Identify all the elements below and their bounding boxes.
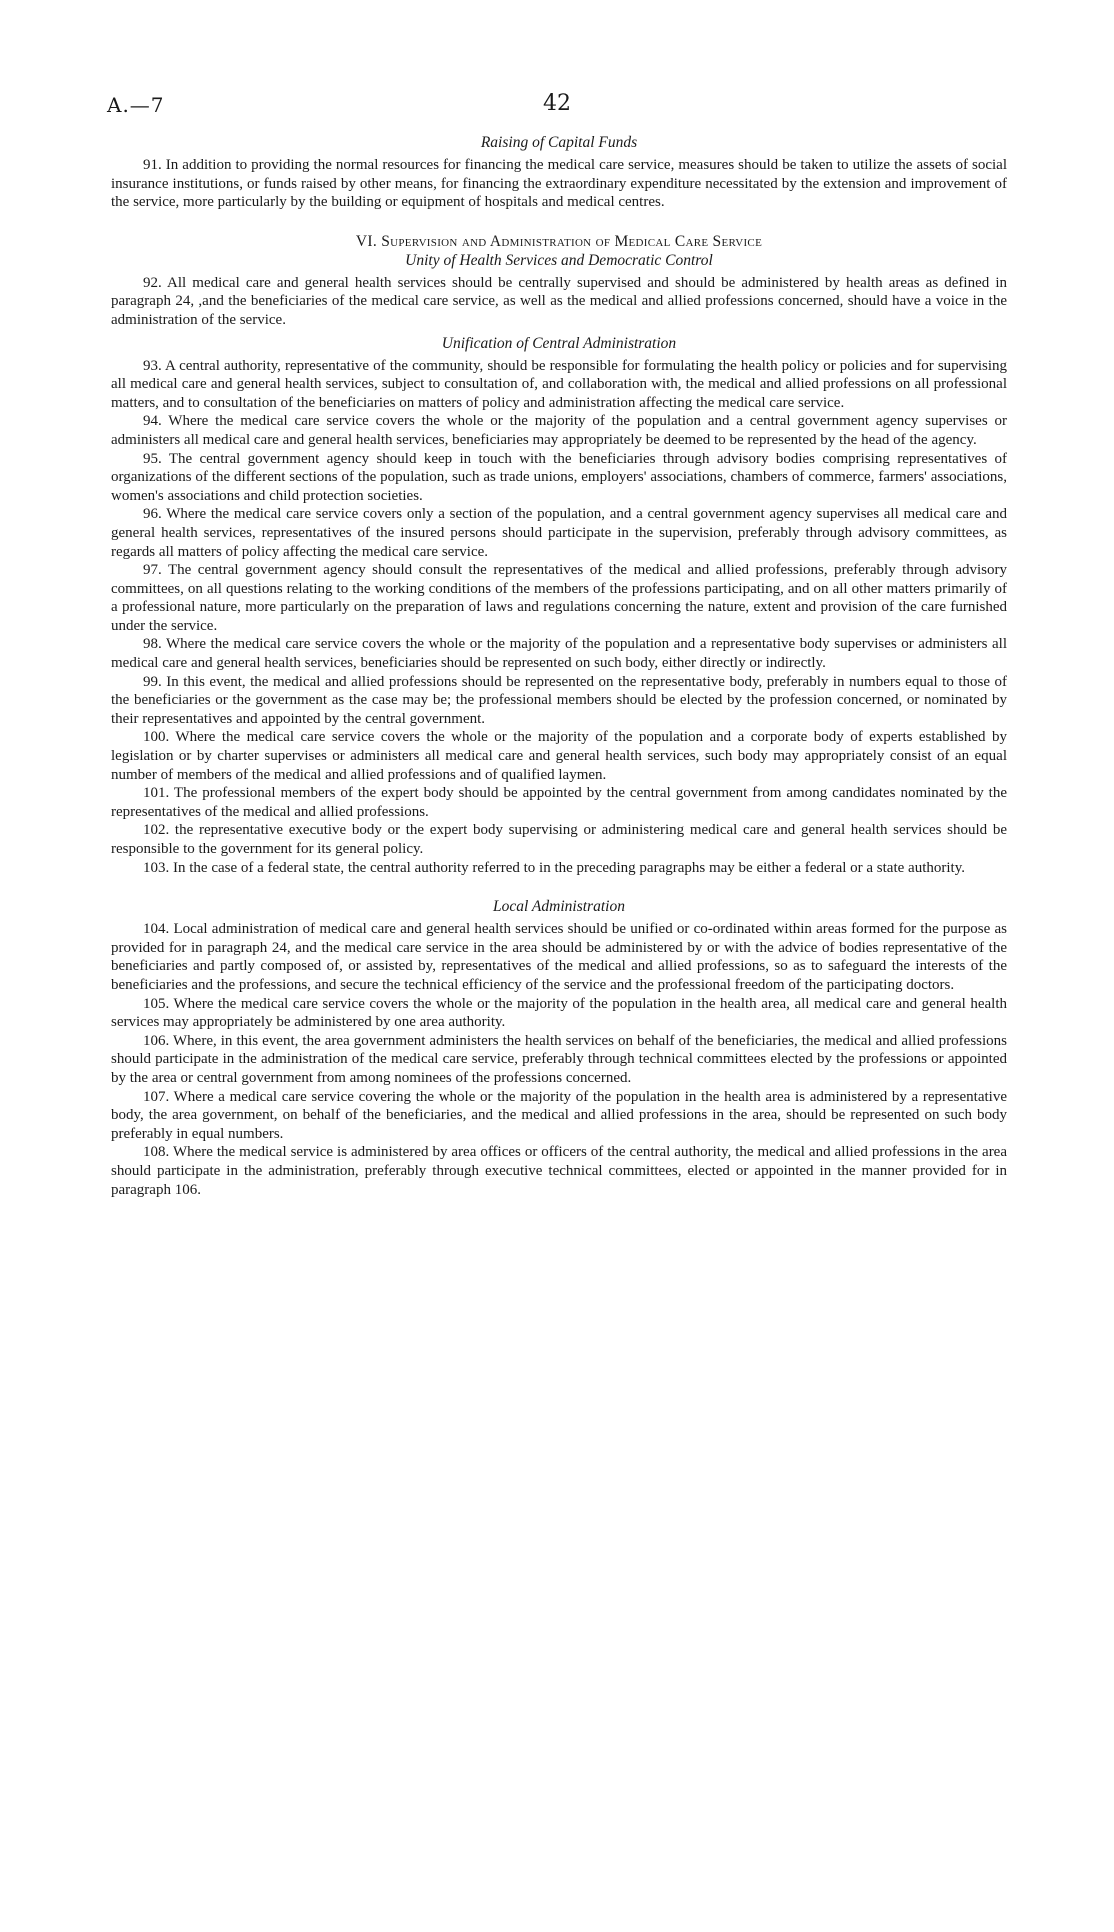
section-heading-unity: Unity of Health Services and Democratic Control — [405, 251, 713, 269]
paragraph-100: 100. Where the medical care service covers the whole or the majority of the population and a corporate body of experts established by legislation or by charter supervises or administers all medical care and general health services, such body may appropriately consist of an equal number of members of the medical and allied professions and of qualified laymen. — [111, 729, 1007, 783]
paragraph-107: 107. Where a medical care service covering the whole or the majority of the population in the health area is administered by a representative body, the area government, on behalf of the beneficiaries, and the medical and allied professions in the area, should be represented on such body preferably in equal numbers. — [111, 1088, 1007, 1142]
paragraph-104: 104. Local administration of medical care and general health services should be unified or co-ordinated within areas formed for the purpose as provided for in paragraph 24, and the medical care service in the area should be administered by or with the advice of bodies representative of the beneficiaries and partly composed of, or assisted by, representatives of the medical and allied professions, so as to safeguard the interests of the beneficiaries and the professions, and secure the technical efficiency of the service and the professional freedom of the participating doctors. — [111, 921, 1007, 993]
paragraph-106: 106. Where, in this event, the area government administers the health services on behalf of the beneficiaries, the medical and allied professions should participate in the administration of the medical care service, preferably through technical committees elected by the professions or appointed by the area or central government from among nominees of the professions concerned. — [111, 1032, 1007, 1086]
section-heading-central-admin: Unification of Central Administration — [441, 334, 677, 352]
section-heading-local-admin: Local Administration — [493, 898, 625, 916]
paragraph-98: 98. Where the medical care service covers the whole or the majority of the population and a representative body supervises or administers all medical care and general health services, beneficiaries should be represented on such body, either directly or indirectly. — [111, 636, 1007, 672]
paragraph-99: 99. In this event, the medical and allied professions should be represented on the representative body, preferably in numbers equal to those of the beneficiaries or the government as the case may be; the professional members should be elected by the profession concerned, or nominated by their representatives and appointed by the central government. — [111, 673, 1007, 727]
paragraph-108: 108. Where the medical service is administered by area offices or officers of the central authority, the medical and allied professions in the area should participate in the administration, preferably through executive technical committees, elected or appointed in the manner provided for in paragraph 106. — [111, 1144, 1007, 1198]
page-number: 42 — [543, 91, 571, 116]
paragraph-95: 95. The central government agency should keep in touch with the beneficiaries through advisory bodies comprising representatives of organizations of the different sections of the population, such as trade unions, employers' associations, chambers of commerce, farmers' associations, women's associations and child protection societies. — [111, 450, 1007, 504]
document-body — [111, 133, 1007, 1199]
paragraph-97: 97. The central government agency should consult the representatives of the medical and allied professions, preferably through advisory committees, on all questions relating to the working conditions of the members of the professions participating, and on all other matters primarily of a professional nature, more particularly on the preparation of laws and regulations concerning the nature, extent and provision of the care furnished under the service. — [111, 562, 1007, 634]
paragraph-105: 105. Where the medical care service covers the whole or the majority of the population in the health area, all medical care and general health services may appropriately be administered by one area authority. — [111, 995, 1007, 1031]
paragraph-102: 102. the representative executive body or the expert body supervising or administering medical care and general health services should be responsible to the government for its general policy. — [111, 822, 1007, 857]
section-heading-capital-funds: Raising of Capital Funds — [480, 134, 638, 151]
chapter-heading-supervision: VI. Supervision and Administration of Medical Care Service — [355, 232, 763, 250]
paragraph-96: 96. Where the medical care service covers only a section of the population, and a central government agency supervises all medical care and general health services, representatives of the insured persons should participate in the supervision, preferably through advisory committees, as regards all matters of policy affecting the medical care service. — [111, 506, 1007, 560]
paragraph-103: 103. In the case of a federal state, the central authority referred to in the preceding paragraphs may be either a federal or a state authority. — [143, 859, 965, 876]
paragraph-94: 94. Where the medical care service covers the whole or the majority of the population and a central government agency supervises or administers all medical care and general health services, beneficiaries may appropriately be deemed to be represented by the head of the agency. — [111, 413, 1007, 448]
paragraph-101: 101. The professional members of the expert body should be appointed by the central government from among candidates nominated by the representatives of the medical and allied professions. — [111, 785, 1007, 820]
paragraph-93: 93. A central authority, representative of the community, should be responsible for formulating the health policy or policies and for supervising all medical care and general health services, subject to consultation of, and collaboration with, the medical and allied professions on all professional matters, and to consultation of the beneficiaries on matters of policy and administration affecting the medical care service. — [111, 357, 1007, 411]
document-reference: A.—7 — [107, 93, 165, 117]
paragraph-92: 92. All medical care and general health services should be centrally supervised and should be administered by health areas as defined in paragraph 24, ,and the beneficiaries of the medical care service, as well as the medical and allied professions concerned, should have a voice in the administration of the service. — [111, 274, 1007, 328]
paragraph-91: 91. In addition to providing the normal resources for financing the medical care service, measures should be taken to utilize the assets of social insurance institutions, or funds raised by other means, for financing the extraordinary expenditure necessitated by the extension and improvement of the service, more particularly by the building or equipment of hospitals and medical centres. — [111, 157, 1007, 211]
